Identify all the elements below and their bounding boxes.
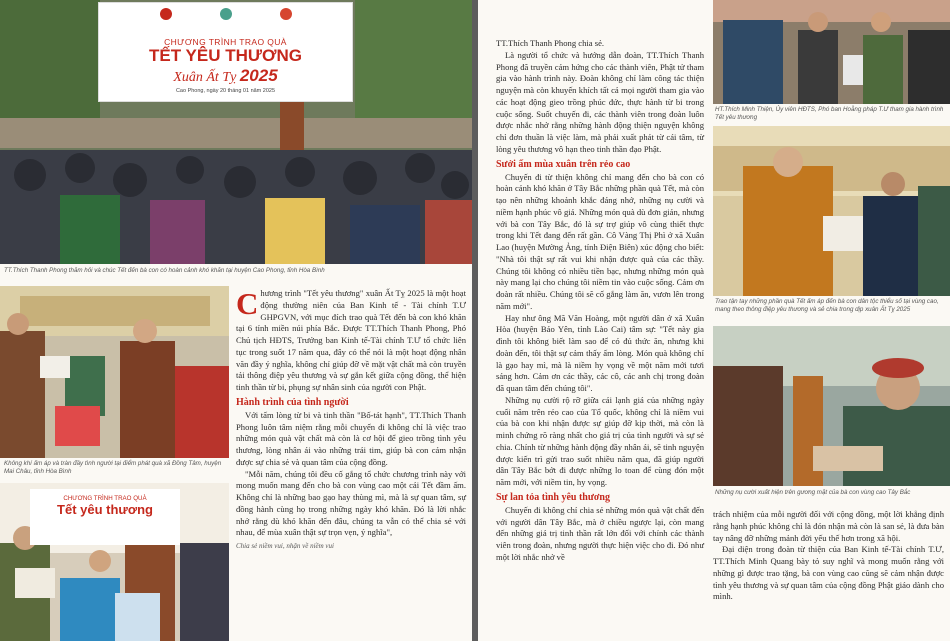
photo-gift-distribution	[0, 286, 229, 458]
intro-paragraph: Chương trình "Tết yêu thương" xuân Ất Tỵ 2025 là một hoạt động thường niên của Ban Kinh tế - Tài chính T.Ư GHPGVN, với mục đích trao quà Tết đến bà con khó khăn tại 6 tỉnh miền núi phía Bắc. Được TT.Thích Thanh Phong, Phó Chủ tịch HĐTS, Trưởng ban Kinh tế-Tài chính T.Ư tổ chức liên tục trong suốt 17 năm qua, đây có thể nói là một hoạt động nhân văn đầy ý nghĩa, không chỉ giúp đỡ về mặt vật chất mà còn truyền tải thông điệp yêu thương và sự gắn kết giữa cộng đồng, thể hiện tinh thần từ bi, phụng sự nhân sinh của người con Phật.	[236, 286, 466, 392]
mini-banner-program: CHƯƠNG TRÌNH TRAO QUÀ	[63, 495, 147, 502]
banner-date: Cao Phong, ngày 20 tháng 01 năm 2025	[175, 87, 276, 94]
photo-monk-giving	[713, 0, 950, 104]
paragraph: Chuyến đi không chỉ chia sẻ những món quà vật chất đến với người dân Tây Bắc, mà ở chiều ngược lại, còn mang đến những giá trị tinh thần rất lớn đối với chính các thành viên trong đoàn, nhưng người thực hiện việc cho đi. Đó như một lời nhắc nhở về	[496, 504, 704, 562]
top-photo-event	[0, 0, 472, 264]
caption-mid-photo: Không khí ấm áp và tràn đầy tình người tại điểm phát quà xã Đồng Tâm, huyện Mai Châu, tỉnh Hòa Bình	[4, 460, 222, 475]
section-heading-journey: Hành trình của tình người	[236, 396, 349, 408]
organization-logo-icon	[220, 8, 232, 20]
dropcap: C	[236, 286, 259, 321]
red-cross-logo-icon	[280, 8, 292, 20]
section-heading-spread: Sự lan tỏa tình yêu thương	[496, 491, 610, 503]
banner-title: TẾT YÊU THƯƠNG	[149, 46, 302, 65]
paragraph: Những nụ cười rộ rỡ giữa cái lạnh giá của những ngày cuối năm trên rẻo cao của Tổ quốc, không chỉ là niềm vui của bà con khi nhận được sự giúp đỡ kịp thời, mà còn là minh chứng rõ ràng nhất cho giá trị của tình người và sự sẻ chia. Chính từ những hành động đầy nhân ái, sẽ tinh nguyện được kiến trì gửi trao suốt nhiều năm qua, đã giúp người dân Tây Bắc bớt đi được những lo toan để cùng đón một năm mới, với niềm tin, hy vọng.	[496, 394, 704, 487]
article-column-1	[236, 288, 466, 551]
paragraph: Là người tổ chức và hướng dẫn đoàn, TT.Thích Thanh Phong đã truyền cảm hứng cho các thành viên, Phật tử tham gia vào hành trình này. Đoàn không chỉ làm công tác thiện nguyện mà còn khuyến khích tất cả mọi người tham gia vào các hoạt động gieo trồng phúc đức, thực hành từ bi trong cuộc sống. Suốt chuyến đi, các thành viên trong đoàn luôn được nhắc nhở rằng những hành động thiện nguyện không chỉ đơn thuần là việc làm, mà phải xuất phát từ cái tâm, từ lòng yêu thương vô hạn theo tinh thần đạo Phật.	[496, 49, 704, 154]
photo-gift-handover	[713, 126, 950, 296]
paragraph: trách nhiệm của mỗi người đối với cộng đồng, một lời khẳng định rằng hạnh phúc không chỉ là đón nhận mà còn là san sẻ, là đưa bàn tay nâng đỡ những mảnh đời yếu thế hơn trong xã hội.	[713, 509, 944, 543]
banner-logos	[99, 8, 352, 20]
paragraph-quote: "Mỗi năm, chúng tôi đều cố gắng tổ chức chương trình này với mong muốn mang đến cho bà con vùng cao một cái Tết đầm ấm. Không chỉ là những bao gạo hay thùng mì, mà là sự quan tâm, sự đồng hành cùng họ trong những ngày khó khăn. Đó là lời nhắc nhở rằng dù khó khăn đến đâu, chúng ta vẫn có thể chia sẻ với nhau, để mùa xuân thật sự trọn vẹn, ý nghĩa",	[236, 468, 466, 538]
pull-quote: Chia sẻ niềm vui, nhận về niềm vui	[236, 542, 334, 550]
right-page	[478, 0, 950, 641]
paragraph: Với tấm lòng từ bi và tinh thần "Bố-tát hạnh", TT.Thích Thanh Phong luôn tâm niệm rằng mỗi chuyến đi không chỉ là việc trao những món quà vật chất mà còn là cơ hội để gieo trồng tình yêu thương, lòng nhân ái vào những trái tim, giúp bà con cảm nhận được sự chia sẻ và quan tâm của cộng đồng.	[236, 409, 466, 467]
event-banner	[98, 2, 353, 102]
mini-banner	[30, 489, 180, 545]
banner-program: CHƯƠNG TRÌNH TRAO QUÀ	[164, 37, 287, 47]
caption-right-bottom: Những nụ cười xuất hiện trên gương mặt của bà con vùng cao Tây Bắc	[715, 489, 911, 496]
photo-gift-bags	[0, 483, 229, 641]
article-column-3	[713, 509, 944, 603]
organization-logo-icon	[160, 8, 172, 20]
paragraph: Chuyến đi từ thiện không chỉ mang đến cho bà con có hoàn cảnh khó khăn ở Tây Bắc những phần quà Tết, mà còn tạo nên những khoảnh khắc đáng nhớ, những nụ cười và niềm hạnh phúc vô giá. Những món quà dù đơn giản, nhưng với bà con Tây Bắc, đó là sự trợ giúp vô cùng thiết thực trong khi Tết đang đến rất gần. Cô Vàng Thị Phì ở xã Xuân Lao (huyện Mường Ảng, tỉnh Điện Biên) xúc động cho biết: "Nhà tôi thật sự rất vui khi nhận được quà của các thầy. Chúng tôi không có nhiều tiền bạc, nhưng những món quà này mang lại cho chúng tôi niềm tin vào cuộc sống. Cảm ơn đoàn rất nhiều. Chúng tôi sẽ cố gắng làm ăn, vươn lên trong năm mới".	[496, 171, 704, 311]
paragraph: Hay như ông Mã Văn Hoàng, một người dân ở xã Xuân Hòa (huyện Bảo Yên, tỉnh Lào Cai) tâm sự: "Tết này gia đình tôi không biết làm sao để có đủ thức ăn, nhưng khi đoàn đến, tôi thật sự cảm thấy ấm lòng. Món quà không chỉ là gạo hay mì, mà là niềm hy vọng về một năm mới tươi sáng hơn. Cảm ơn các thầy, các cô, các anh chị trong đoàn đã quan tâm đến chúng tôi".	[496, 312, 704, 393]
banner-subtitle: Xuân Ất Tỵ 2025	[173, 65, 278, 85]
caption-right-top: HT.Thích Minh Thiện, Ủy viên HĐTS, Phó ban Hoằng pháp T.Ư tham gia hành trình Tết yêu thương	[715, 106, 944, 121]
article-column-2	[496, 38, 704, 564]
paragraph: TT.Thích Thanh Phong chia sẻ.	[496, 38, 605, 48]
mini-banner-title: Tết yêu thương	[57, 502, 153, 517]
caption-right-mid: Trao tận tay những phần quà Tết ấm áp đến bà con dân tộc thiểu số tại vùng cao, mang theo thông điệp yêu thương và sẻ chia trong dịp xuân Ất Tỵ 2025	[715, 298, 939, 313]
section-heading-warmth: Sưởi ấm mùa xuân trên rẻo cao	[496, 158, 631, 170]
caption-top-photo: TT.Thích Thanh Phong thăm hỏi và chúc Tết đến bà con có hoàn cảnh khó khăn tại huyện Cao Phong, tỉnh Hòa Bình	[4, 267, 325, 274]
photo-smiling-elder	[713, 326, 950, 486]
left-page	[0, 0, 472, 641]
paragraph: Đại diện trong đoàn từ thiện của Ban Kinh tế-Tài chính T.Ư, TT.Thích Minh Quang bày tỏ suy nghĩ và mong muốn rằng với những gì được trao tặng, bà con vùng cao cũng sẽ cảm nhận được tình yêu thương và sự quan tâm của cộng đồng Phật giáo dành cho mình.	[713, 544, 944, 602]
